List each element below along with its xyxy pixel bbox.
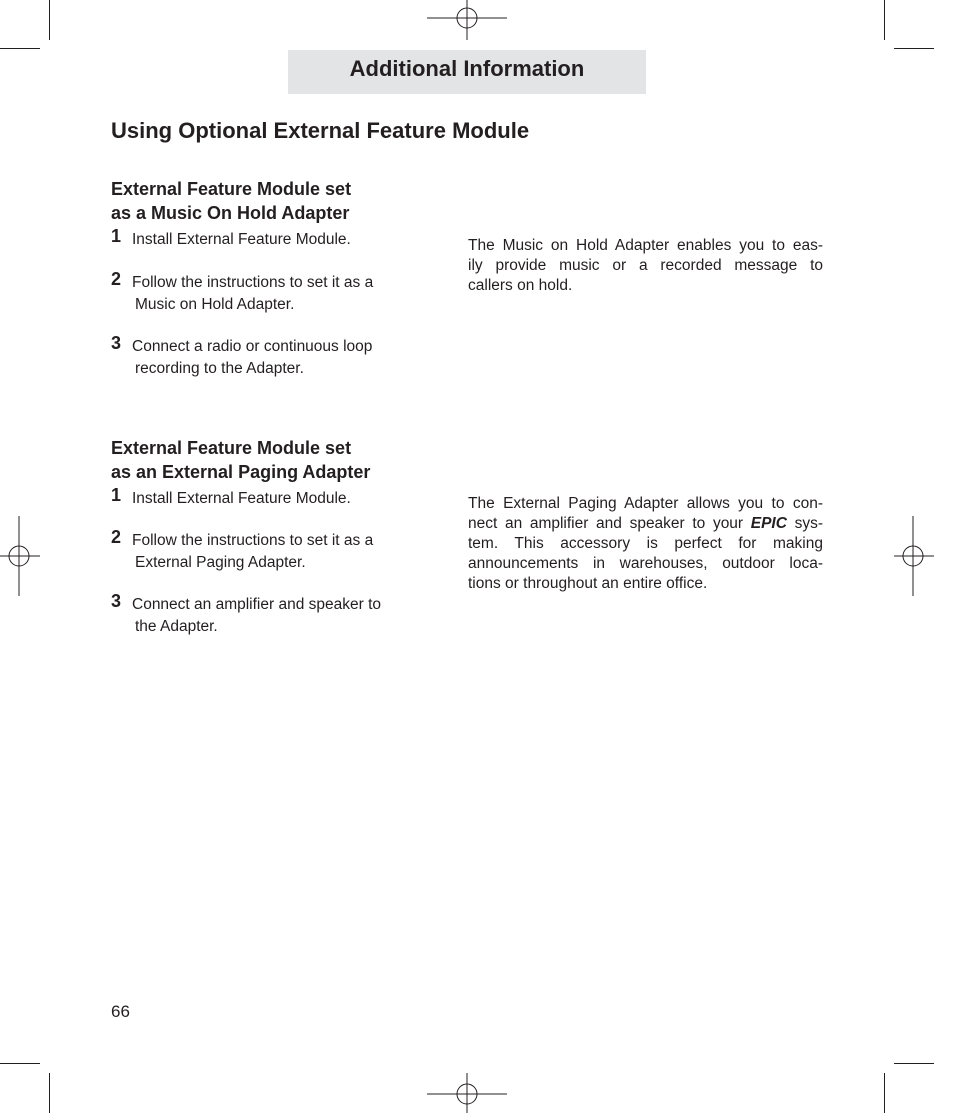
section-heading-line: as a Music On Hold Adapter (111, 203, 350, 223)
step-text: Connect an amplifier and speaker to the Adapter. (132, 596, 382, 635)
description-music-on-hold: The Music on Hold Adapter enables you to eas- ily provide music or a recorded message to callers on hold. (468, 237, 823, 294)
section-heading-line: External Feature Module set (111, 179, 352, 199)
crop-mark-top-left-vertical (49, 0, 50, 40)
crop-mark-top-left-horizontal (0, 48, 40, 49)
section-banner (288, 50, 646, 94)
crop-mark-bottom-right-vertical (884, 1073, 885, 1113)
step-number: 3 (111, 591, 122, 611)
step-text: Follow the instructions to set it as a Music on Hold Adapter. (132, 274, 374, 313)
registration-target-top-icon (427, 0, 507, 40)
section-heading-line: as an External Paging Adapter (111, 462, 371, 482)
section-heading-music-on-hold (111, 177, 431, 225)
crop-mark-bottom-left-horizontal (0, 1063, 40, 1064)
step-text: Install External Feature Module. (132, 231, 351, 248)
page-title: Using Optional External Feature Module (111, 118, 530, 143)
description-external-paging: The External Paging Adapter allows you to con- nect an amplifier and speaker to your EPIC sys- tem. This accessory is perfect for making announcements in warehouses, outdoor loca- tions or throughout an entire office. (468, 495, 823, 592)
step-number: 1 (111, 226, 122, 246)
step-number: 2 (111, 527, 122, 547)
registration-target-right-icon (894, 516, 934, 596)
crop-mark-top-right-horizontal (894, 48, 934, 49)
registration-target-bottom-icon (427, 1073, 507, 1113)
step-text: Connect a radio or continuous loop recording to the Adapter. (132, 338, 373, 377)
crop-mark-bottom-right-horizontal (894, 1063, 934, 1064)
step-text: Follow the instructions to set it as a External Paging Adapter. (132, 532, 374, 571)
brand-name: EPIC (750, 515, 787, 532)
section-heading-line: External Feature Module set (111, 438, 352, 458)
banner-title: Additional Information (349, 56, 585, 81)
step-number: 1 (111, 485, 122, 505)
page-number: 66 (111, 1002, 130, 1021)
crop-mark-top-right-vertical (884, 0, 885, 40)
step-text: Install External Feature Module. (132, 490, 351, 507)
step-number: 3 (111, 333, 122, 353)
registration-target-left-icon (0, 516, 40, 596)
section-heading-external-paging (111, 436, 431, 484)
step-number: 2 (111, 269, 122, 289)
crop-mark-bottom-left-vertical (49, 1073, 50, 1113)
